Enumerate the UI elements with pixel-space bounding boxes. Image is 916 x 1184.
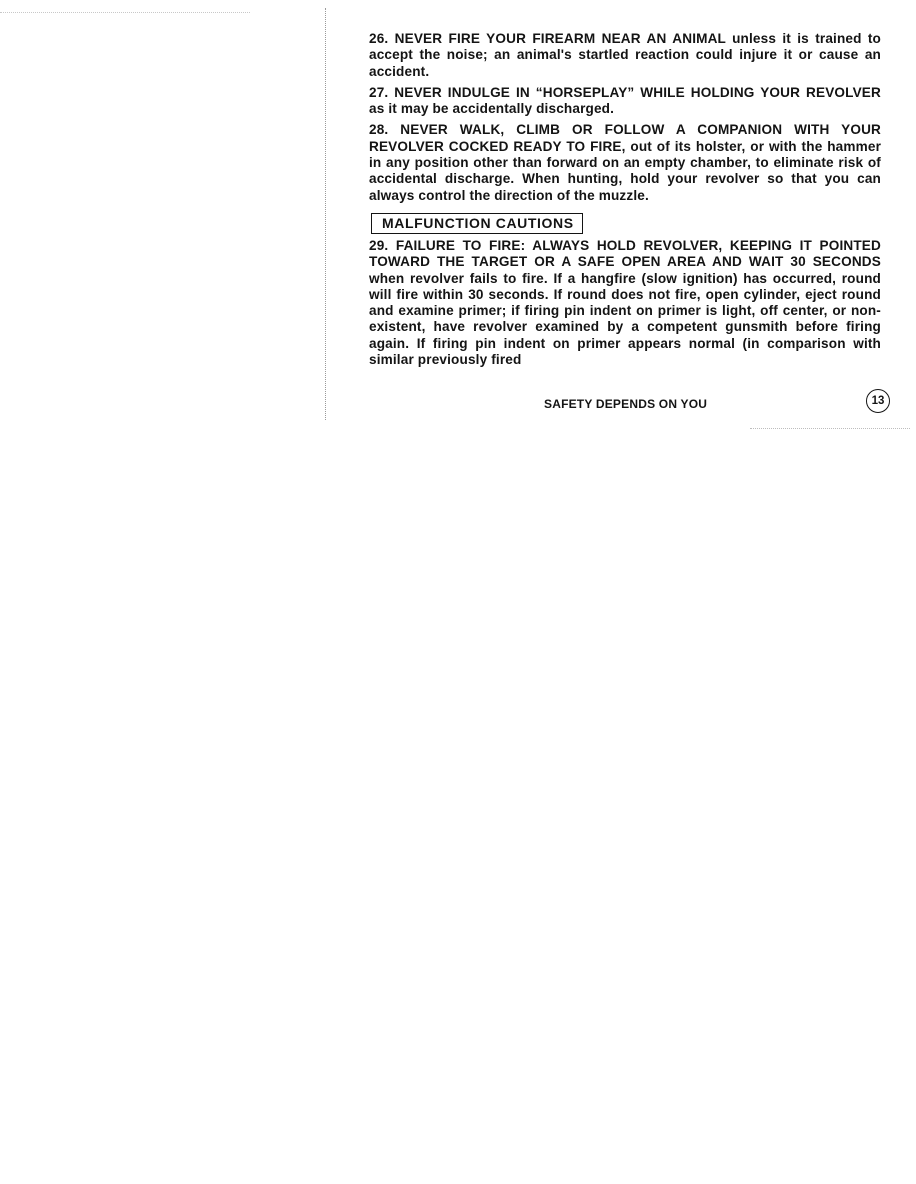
paragraph-27	[369, 85, 881, 118]
page-number-badge: 13	[866, 389, 890, 413]
paragraph-lead: 27. NEVER INDULGE IN “HORSEPLAY” WHILE HOLDING YOUR REVOLVER	[369, 84, 881, 100]
scan-dotted-edge	[0, 12, 250, 13]
paragraph-28	[369, 122, 881, 203]
page-footer	[369, 387, 896, 417]
paragraph-29	[369, 238, 881, 368]
paragraph-lead: 29. FAILURE TO FIRE: ALWAYS HOLD REVOLVER, KEEPING IT POINTED TOWARD THE TARGET OR A SAFE OPEN AREA AND WAIT 30 SECONDS	[369, 237, 881, 270]
section-heading-malfunction-cautions: MALFUNCTION CAUTIONS	[371, 213, 583, 234]
scan-dotted-edge	[750, 428, 910, 429]
fold-line	[325, 8, 326, 420]
paragraph-body: out of its holster, or with the hammer in any position other than forward on an empty chamber, to eliminate risk of accidental discharge. When hunting, hold your revolver so that you can always control the direction of the muzzle.	[369, 138, 882, 203]
manual-page	[369, 31, 881, 373]
paragraph-lead: 28. NEVER WALK, CLIMB OR FOLLOW A COMPANION WITH YOUR REVOLVER COCKED READY TO FIRE,	[369, 122, 881, 154]
paragraph-body: as it may be accidentally discharged.	[369, 101, 615, 117]
footer-slogan: SAFETY DEPENDS ON YOU	[544, 397, 708, 411]
paragraph-26	[369, 31, 881, 80]
paragraph-body: when revolver fails to fire. If a hangfire (slow ignition) has occurred, round will fire within 30 seconds. If round does not fire, open cylinder, eject round and examine primer; if firing pin indent on primer is light, off center, or non-existent, have revolver examined by a competent gunsmith before firing again. If firing pin indent on primer appears normal (in comparison with similar previously fired	[369, 270, 881, 368]
paragraph-lead: 26. NEVER FIRE YOUR FIREARM NEAR AN ANIMAL	[369, 31, 726, 46]
paragraph-body: unless it is trained to accept the noise; an animal's startled reaction could injure it or cause an accident.	[369, 31, 882, 79]
